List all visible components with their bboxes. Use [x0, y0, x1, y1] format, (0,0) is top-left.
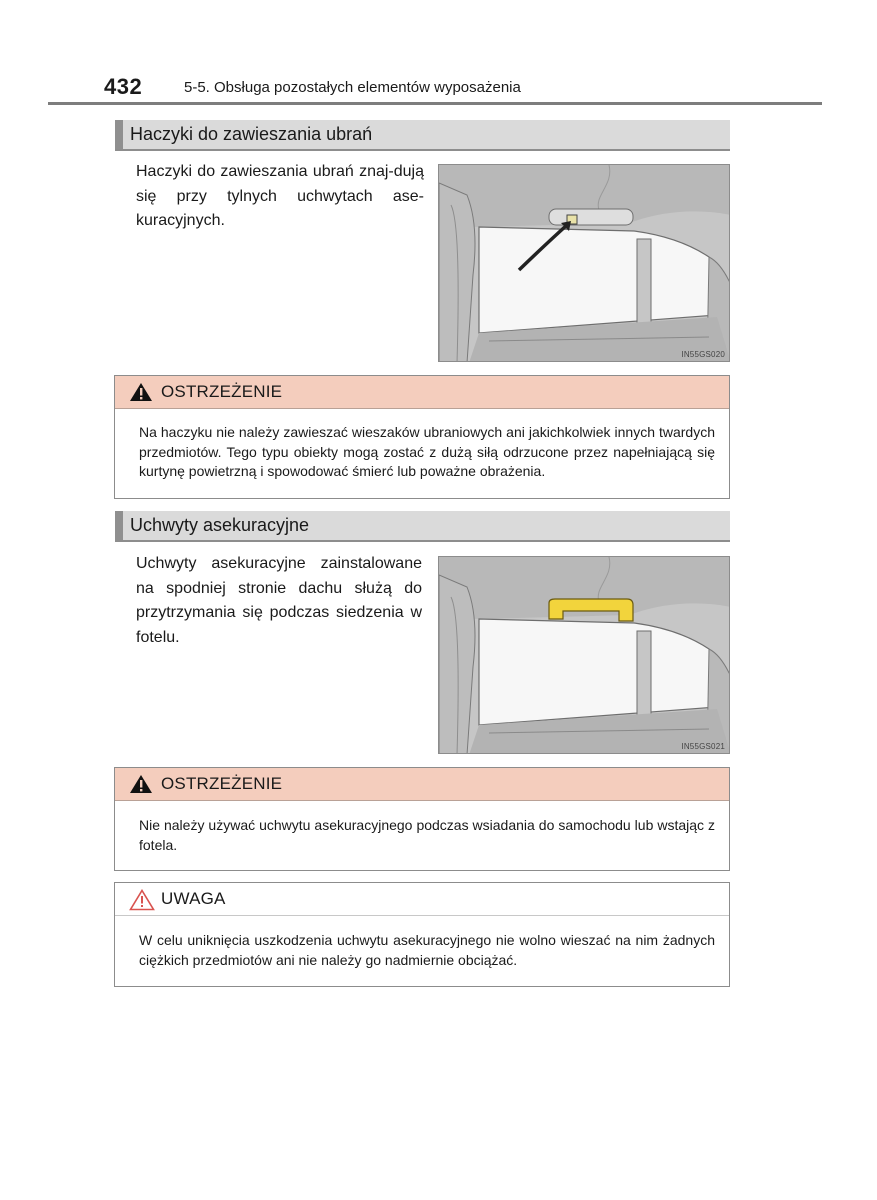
- warning-label: OSTRZEŻENIE: [161, 774, 283, 793]
- notice-header: [115, 883, 729, 916]
- warning-label: OSTRZEŻENIE: [161, 382, 283, 401]
- car-interior-drawing: [439, 165, 730, 362]
- page-header: [104, 74, 824, 102]
- section-path: 5-5. Obsługa pozostałych elementów wyposażenia: [184, 79, 521, 96]
- outlined-warning-triangle-icon: [129, 889, 155, 916]
- warning-triangle-icon: [129, 774, 153, 799]
- notice-label: UWAGA: [161, 889, 226, 908]
- figure-code: IN55GS020: [681, 350, 725, 359]
- section-title: Haczyki do zawieszania ubrań: [130, 124, 373, 144]
- heading-bar: [115, 511, 123, 540]
- warning-header: [115, 768, 729, 801]
- car-interior-drawing: [439, 557, 730, 754]
- section-heading-clothes-hooks: [115, 120, 730, 151]
- notice-text: W celu uniknięcia uszkodzenia uchwytu asekuracyjnego nie wolno wieszać na nim żadnych ciężkich przedmiotów ani nie należy go nadmiernie obciążać.: [139, 932, 715, 968]
- page-number: 432: [104, 74, 143, 99]
- warning-triangle-icon: [129, 382, 153, 407]
- assist-grip-illustration: [438, 556, 730, 754]
- assist-grips-description: Uchwyty asekuracyjne zainstalowane na spodniej stronie dachu służą do przytrzymania się podczas siedzenia w fotelu.: [136, 555, 422, 646]
- warning-box-assist-grips: [114, 767, 730, 871]
- clothes-hooks-description: Haczyki do zawieszania ubrań znaj-dują się przy tylnych uchwytach ase-kuracyjnych.: [136, 163, 424, 229]
- warning-box-clothes-hooks: [114, 375, 730, 499]
- section-heading-assist-grips: [115, 511, 730, 542]
- section-title: Uchwyty asekuracyjne: [130, 515, 310, 535]
- heading-bar: [115, 120, 123, 149]
- figure-code: IN55GS021: [681, 742, 725, 751]
- warning-text: Na haczyku nie należy zawieszać wieszaków ubraniowych ani jakichkolwiek innych twardych przedmiotów. Tego typu obiekty mogą zostać z dużą siłą odrzucone przez napełniającą się kurtynę powietrzną i spowodować śmierć lub poważne obrażenia.: [139, 424, 715, 479]
- warning-text: Nie należy używać uchwytu asekuracyjnego podczas wsiadania do samochodu lub wstając z fotela.: [139, 817, 715, 853]
- warning-header: [115, 376, 729, 409]
- clothes-hook-illustration: [438, 164, 730, 362]
- notice-box-assist-grips: [114, 882, 730, 987]
- header-rule: [48, 102, 822, 105]
